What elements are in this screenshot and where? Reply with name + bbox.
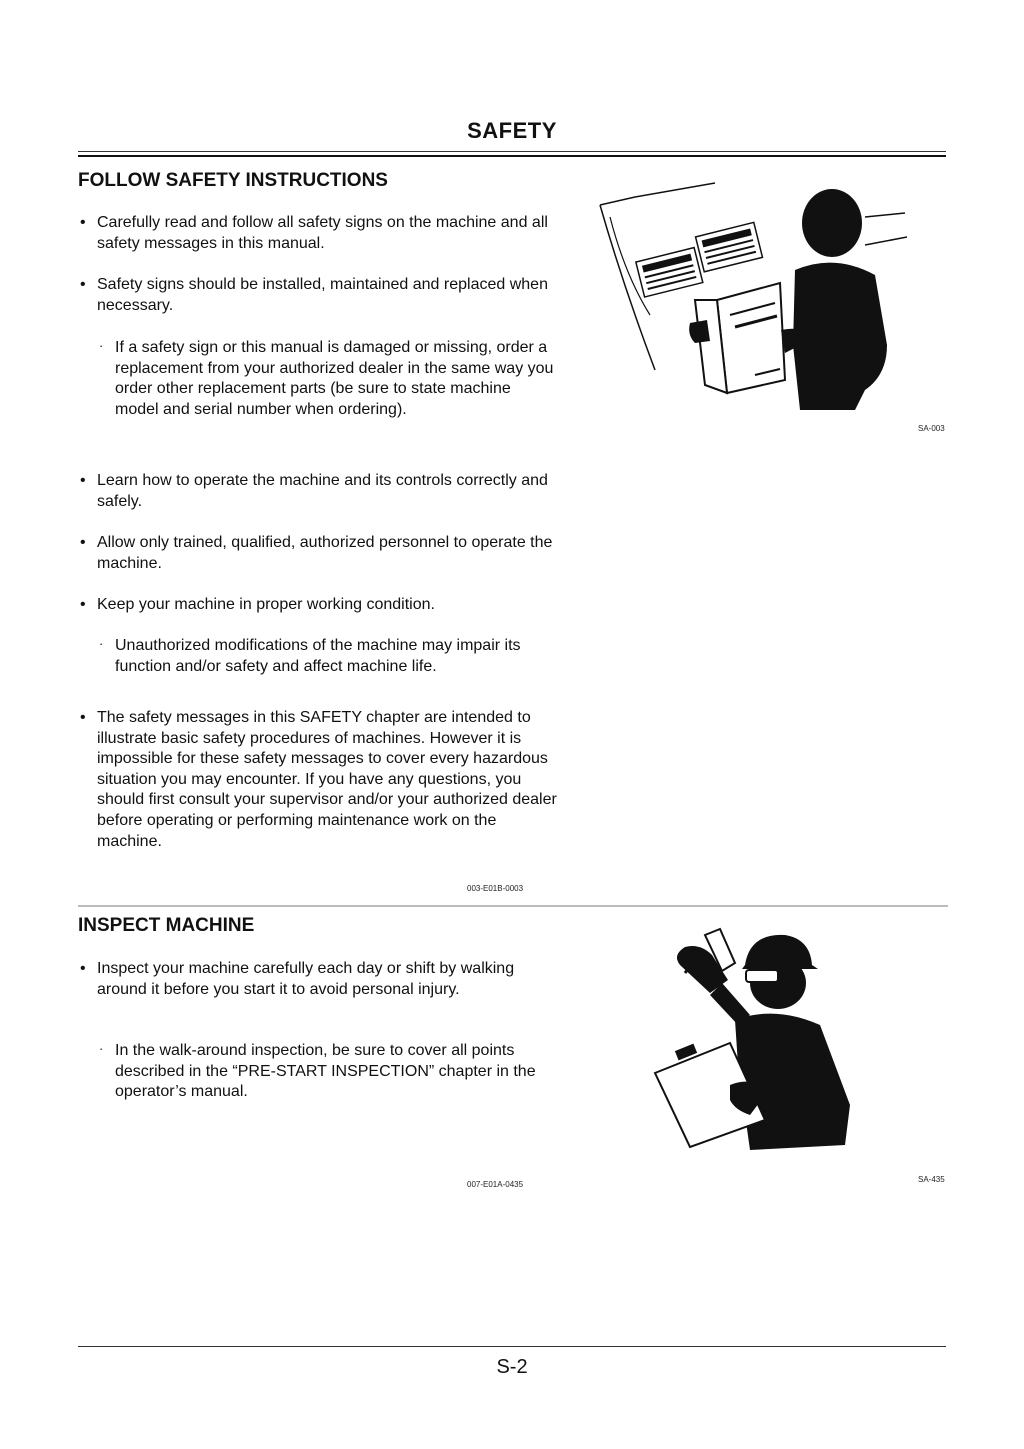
list-item [80,275,557,316]
bullet-icon: • [80,472,86,489]
header-rule-top [78,151,946,152]
list-item-text: Safety signs should be installed, maintained and replaced when necessary. [97,276,548,314]
bullet-icon: • [80,276,86,293]
list-item [80,213,557,254]
bullet-icon: • [80,596,86,613]
list-item [80,595,557,616]
bullet-icon: • [80,214,86,231]
list-item [80,533,557,574]
list-item-text: Carefully read and follow all safety signs on the machine and all safety messages in this manual. [97,214,548,252]
bullet-icon: • [80,709,86,726]
list-item-text: Allow only trained, qualified, authorized personnel to operate the machine. [97,534,553,572]
list-item [80,959,557,1000]
list-item [80,708,557,852]
figure-code: SA-003 [918,424,945,433]
sub-list-item [99,338,555,420]
header-rule-bottom [78,155,946,157]
doc-code: 003-E01B-0003 [467,884,524,893]
sub-list-item [99,1041,555,1103]
figure-code: SA-435 [918,1175,945,1184]
sub-bullet-icon: · [99,338,104,353]
list-item-text: Learn how to operate the machine and its controls correctly and safely. [97,472,548,510]
sub-list-item-text: Unauthorized modifications of the machine may impair its function and/or safety and affect machine life. [115,637,521,675]
doc-code: 007-E01A-0435 [467,1180,524,1189]
list-item-text: Keep your machine in proper working condition. [97,596,435,613]
list-item [80,471,557,512]
section-heading-follow-safety: FOLLOW SAFETY INSTRUCTIONS [78,170,388,191]
list-item-text: Inspect your machine carefully each day or shift by walking around it before you start it to avoid personal injury. [97,960,515,998]
sub-list-item-text: In the walk-around inspection, be sure to cover all points described in the “PRE-START INSPECTION” chapter in the operator’s manual. [115,1042,536,1101]
sub-bullet-icon: · [99,1041,104,1056]
section-divider [78,905,948,907]
reading-manual-figure [595,175,915,410]
section-heading-inspect-machine: INSPECT MACHINE [78,915,255,936]
sub-list-item [99,636,555,677]
inspection-worker-figure [650,925,860,1155]
page-title: SAFETY [467,118,557,143]
sub-list-item-text: If a safety sign or this manual is damaged or missing, order a replacement from your authorized dealer in the same way you order other replacement parts (be sure to state machine model and serial number when ordering). [115,339,554,418]
sub-bullet-icon: · [99,636,104,651]
bullet-icon: • [80,534,86,551]
bullet-icon: • [80,960,86,977]
page-number: S-2 [496,1356,528,1378]
footer-rule [78,1346,946,1347]
list-item-text: The safety messages in this SAFETY chapter are intended to illustrate basic safety procedures of machines. However it is impossible for these safety messages to cover every hazardous situation you may encounter. If you have any questions, you should first consult your supervisor and/or your authorized dealer before operating or performing maintenance work on the machine. [97,709,557,850]
